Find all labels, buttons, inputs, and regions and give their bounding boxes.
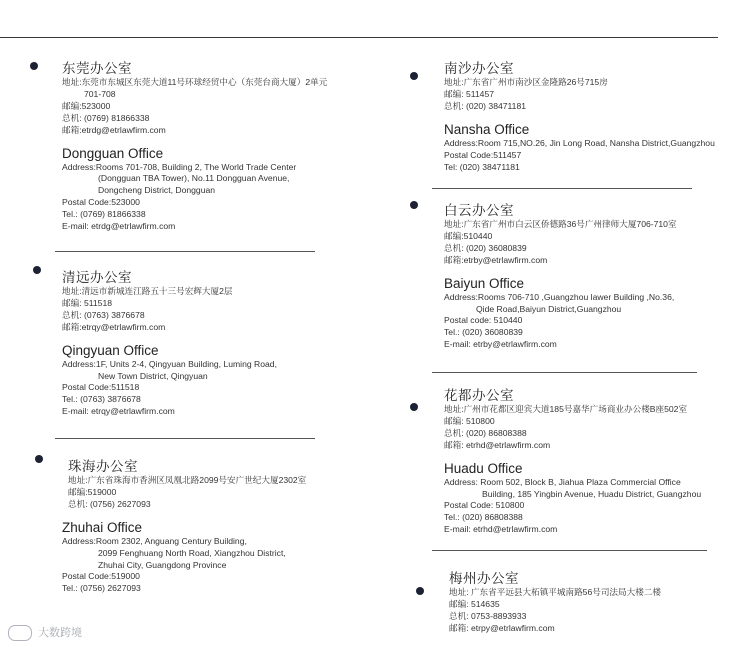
cn-address: 地址:广东省广州市南沙区金隆路26号715房 <box>444 77 608 87</box>
en-phone: Tel.: (020) 36080839 <box>444 327 523 338</box>
office-baiyun <box>444 202 677 351</box>
office-en-name: Qingyuan Office <box>62 342 159 358</box>
office-qingyuan <box>62 269 277 418</box>
cn-postcode: 邮编: 514635 <box>449 598 500 609</box>
cn-email[interactable]: 邮箱:etrdg@etrlawfirm.com <box>62 124 166 135</box>
en-phone: Tel.: (0763) 3876678 <box>62 394 141 405</box>
office-cn-name: 南沙办公室 <box>444 61 514 76</box>
office-cn-name: 珠海办公室 <box>68 459 138 474</box>
office-cn-name: 东莞办公室 <box>62 61 132 76</box>
en-address: Address:Rooms 701-708, Building 2, The World Trade Center <box>62 161 297 172</box>
office-meizhou <box>449 570 661 635</box>
en-address: Address: Room 502, Block B, Jiahua Plaza Commercial Office <box>444 476 681 487</box>
office-cn-name: 花都办公室 <box>444 388 514 403</box>
office-en-name: Nansha Office <box>444 121 530 137</box>
cn-address: 地址: 广东省平远县大柘镇平城南路56号司法局大楼二楼 <box>449 587 661 597</box>
cn-postcode: 邮编:510440 <box>444 230 493 241</box>
en-email[interactable]: E-mail: etrby@etrlawfirm.com <box>444 339 557 350</box>
cn-phone: 总机: (020) 38471181 <box>444 100 527 111</box>
en-postcode: Postal Code:511518 <box>62 382 140 393</box>
cn-phone: 总机: (0769) 81866338 <box>62 112 150 123</box>
cn-address: 地址:清远市新城连江路五十三号宏辉大厦2层 <box>62 286 233 296</box>
office-dongguan <box>62 60 327 233</box>
office-en-name: Baiyun Office <box>444 275 525 291</box>
cn-address: 701-708 <box>84 88 116 99</box>
bullet-qingyuan <box>33 266 41 274</box>
cn-phone: 总机: 0753-8893933 <box>449 610 527 621</box>
en-phone: Tel.: (0769) 81866338 <box>62 209 146 220</box>
cn-email[interactable]: 邮箱: etrhd@etrlawfirm.com <box>444 439 551 450</box>
en-postcode: Postal Code:519000 <box>62 571 140 582</box>
top-rule <box>0 37 718 38</box>
en-phone: Tel.: (0756) 2627093 <box>62 583 141 594</box>
en-address: Dongcheng District, Dongguan <box>98 185 216 196</box>
office-en-name: Huadu Office <box>444 460 523 476</box>
en-address: 2099 Fenghuang North Road, Xiangzhou District, <box>98 547 286 558</box>
cn-address: 地址:东莞市东城区东莞大道11号环球经贸中心（东莞台商大厦）2单元 <box>62 77 328 87</box>
en-postcode: Postal Code: 510800 <box>444 500 525 511</box>
cn-postcode: 邮编: 511457 <box>444 88 495 99</box>
cn-email[interactable]: 邮箱: etrpy@etrlawfirm.com <box>449 622 555 633</box>
cn-phone: 总机: (020) 36080839 <box>444 242 527 253</box>
cn-address: 地址:广东省珠海市香洲区凤凰北路2099号安广世纪大厦2302室 <box>68 475 307 485</box>
en-address: (Dongguan TBA Tower), No.11 Dongguan Avenue, <box>98 173 290 184</box>
office-en-name: Dongguan Office <box>62 145 164 161</box>
en-postcode: Postal Code:523000 <box>62 197 140 208</box>
cn-address: 地址:广州市花都区迎宾大道185号嘉华广场商业办公楼B座502室 <box>444 404 688 414</box>
en-email[interactable]: E-mail: etrdg@etrlawfirm.com <box>62 221 176 232</box>
cn-postcode: 邮编: 510800 <box>444 415 495 426</box>
divider <box>55 438 315 439</box>
divider <box>55 251 315 252</box>
en-address: New Town District, Qingyuan <box>98 370 208 381</box>
bullet-nansha <box>410 72 418 80</box>
office-cn-name: 梅州办公室 <box>449 571 519 586</box>
cn-phone: 总机: (0763) 3876678 <box>62 309 145 320</box>
watermark-text: 大数跨境 <box>38 627 83 639</box>
watermark-logo-icon <box>8 625 32 641</box>
cn-phone: 总机: (020) 86808388 <box>444 427 527 438</box>
office-zhuhai <box>62 458 306 595</box>
cn-postcode: 邮编:523000 <box>62 100 111 111</box>
cn-postcode: 邮编:519000 <box>68 486 117 497</box>
en-postcode: Postal Code:511457 <box>444 149 522 160</box>
en-email[interactable]: E-mail: etrqy@etrlawfirm.com <box>62 406 175 417</box>
en-phone: Tel.: (020) 86808388 <box>444 512 523 523</box>
watermark <box>8 624 82 641</box>
bullet-meizhou <box>416 587 424 595</box>
cn-postcode: 邮编: 511518 <box>62 297 113 308</box>
divider <box>432 550 707 551</box>
en-phone: Tel: (020) 38471181 <box>444 161 520 172</box>
en-address: Building, 185 Yingbin Avenue, Huadu District, Guangzhou <box>482 488 702 499</box>
en-address: Zhuhai City, Guangdong Province <box>98 559 227 570</box>
bullet-baiyun <box>410 201 418 209</box>
en-email[interactable]: E-mail: etrhd@etrlawfirm.com <box>444 524 558 535</box>
cn-email[interactable]: 邮箱:etrby@etrlawfirm.com <box>444 254 548 265</box>
office-en-name: Zhuhai Office <box>62 519 143 535</box>
office-nansha <box>444 60 715 173</box>
en-address: Qide Road,Baiyun District,Guangzhou <box>476 303 622 314</box>
bullet-huadu <box>410 403 418 411</box>
office-cn-name: 清远办公室 <box>62 270 132 285</box>
office-cn-name: 白云办公室 <box>444 203 514 218</box>
bullet-dongguan <box>30 62 38 70</box>
en-address: Address:Rooms 706-710 ,Guangzhou lawer Building ,No.36, <box>444 291 675 302</box>
en-address: Address:Room 715,NO.26, Jin Long Road, Nansha District,Guangzhou <box>444 137 715 148</box>
cn-phone: 总机: (0756) 2627093 <box>68 498 151 509</box>
cn-address: 地址:广东省广州市白云区侨德路36号广州律师大厦706-710室 <box>444 219 677 229</box>
divider <box>432 372 697 373</box>
en-postcode: Postal code: 510440 <box>444 315 523 326</box>
en-address: Address:1F, Units 2-4, Qingyuan Building, Luming Road, <box>62 358 277 369</box>
en-address: Address:Room 2302, Anguang Century Building, <box>62 535 247 546</box>
office-huadu <box>444 387 701 536</box>
bullet-zhuhai <box>35 455 43 463</box>
cn-email[interactable]: 邮箱:etrqy@etrlawfirm.com <box>62 321 166 332</box>
divider <box>432 188 692 189</box>
